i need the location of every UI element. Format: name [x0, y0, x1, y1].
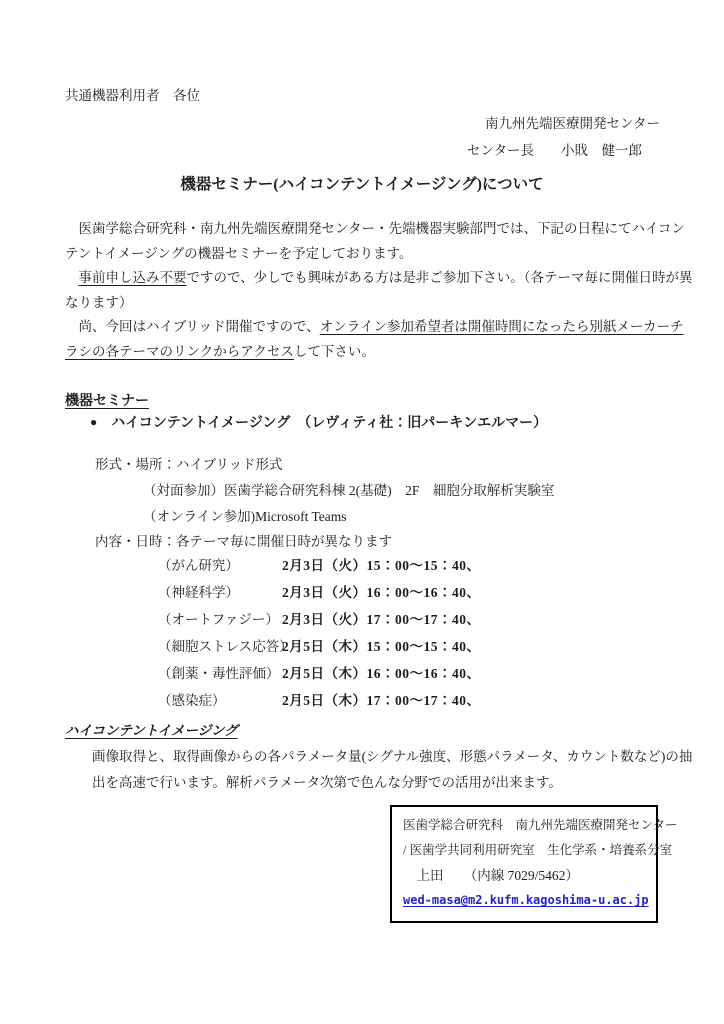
schedule-datetime: 2月5日（木）17：00～17：40、: [282, 693, 481, 708]
sender-org: 南九州先端医療開発センター: [485, 116, 660, 131]
description-heading: ハイコンテントイメージング: [65, 723, 238, 738]
schedule-row: [158, 660, 481, 687]
intro-p1-line1: 医歯学総合研究科・南九州先端医療開発センター・先端機器実験部門では、下記の日程にてハイコン: [65, 221, 685, 236]
seminar-item-line: [90, 412, 547, 432]
seminar-section-heading: 機器セミナー: [65, 394, 149, 409]
seminar-item-title: ハイコンテントイメージング （レヴィティ社：旧パーキンエルマー）: [111, 416, 548, 431]
intro-p2-line1: [65, 266, 692, 291]
schedule-row: [158, 606, 481, 633]
recipient-line: 共通機器利用者 各位: [65, 88, 200, 103]
schedule-theme: （オートファジー）: [158, 612, 279, 627]
schedule-row: [158, 687, 481, 714]
schedule-row: [158, 552, 481, 579]
description-line2: 出を高速で行います。解析パラメータ次第で色んな分野での活用が出来ます。: [92, 775, 562, 790]
intro-p3-line2: [65, 340, 692, 365]
intro-p2-line2: なります）: [65, 294, 133, 310]
schedule-theme: （神経科学）: [158, 585, 239, 600]
contact-org-line2: / 医歯学共同利用研究室 生化学系・培養系分室: [403, 843, 673, 857]
schedule-datetime: 2月5日（木）16：00～16：40、: [282, 666, 481, 681]
contact-email-line: [403, 888, 649, 913]
intro-p1-line2: テントイメージングの機器セミナーを予定しております。: [65, 245, 413, 261]
sender-block: [467, 110, 660, 164]
intro-p2-indent: [65, 270, 79, 285]
schedule-datetime: 2月5日（木）15：00～15：40、: [282, 639, 481, 654]
format-line: 形式・場所：ハイブリッド形式: [95, 457, 283, 472]
schedule-row: [158, 633, 481, 660]
schedule-datetime: 2月3日（火）16：00～16：40、: [282, 585, 481, 600]
intro-p3-underlined-2: ラシの各テーマのリンクからアクセス: [65, 343, 294, 359]
intro-p3-line1: [65, 315, 692, 340]
schedule-theme: （感染症）: [158, 693, 226, 708]
schedule-list: [158, 552, 481, 714]
description-line1: 画像取得と、取得画像からの各パラメータ量(シグナル強度、形態パラメータ、カウント数など)の抽: [92, 749, 693, 764]
schedule-row: [158, 579, 481, 606]
schedule-theme: （創薬・毒性評価）: [158, 666, 280, 681]
intro-p3-underlined-1: オンライン参加希望者は開催時間になったら別紙メーカーチ: [319, 319, 684, 334]
contact-person-line: 上田 （内線 7029/5462）: [403, 868, 579, 883]
schedule-theme: （がん研究）: [158, 558, 239, 573]
intro-p3-lead: 尚、今回はハイブリッド開催ですので、: [65, 319, 320, 334]
schedule-datetime: 2月3日（火）15：00～15：40、: [282, 558, 481, 573]
intro-paragraphs: [65, 217, 692, 364]
schedule-theme: （細胞ストレス応答）: [158, 639, 293, 654]
content-line: 内容・日時：各テーマ毎に開催日時が異なります: [95, 534, 392, 550]
description-body: [92, 744, 692, 796]
intro-p2-underlined: 事前申し込み不要: [78, 270, 187, 285]
contact-org-line1: 医歯学総合研究科 南九州先端医療開発センター: [403, 818, 678, 832]
schedule-datetime: 2月3日（火）17：00～17：40、: [282, 612, 481, 627]
contact-box: [390, 805, 678, 923]
email-link[interactable]: wed-masa@m2.kufm.kagoshima-u.ac.jp: [403, 893, 649, 907]
venue-line-online: （オンライン参加)Microsoft Teams: [143, 508, 347, 524]
venue-line-onsite: （対面参加）医歯学総合研究科棟 2(基礎) 2F 細胞分取解析実験室: [143, 482, 555, 498]
intro-p2-rest: ですので、少しでも興味がある方は是非ご参加下さい。（各テーマ毎に開催日時が異: [186, 270, 693, 285]
intro-p3-tail: して下さい。: [293, 343, 375, 359]
seminar-details: [95, 452, 554, 555]
sender-person: センター長 小戝 健一郎: [467, 143, 642, 158]
bullet-icon: ●: [90, 415, 98, 429]
document-title: 機器セミナー(ハイコンテントイメージング)について: [180, 176, 544, 193]
